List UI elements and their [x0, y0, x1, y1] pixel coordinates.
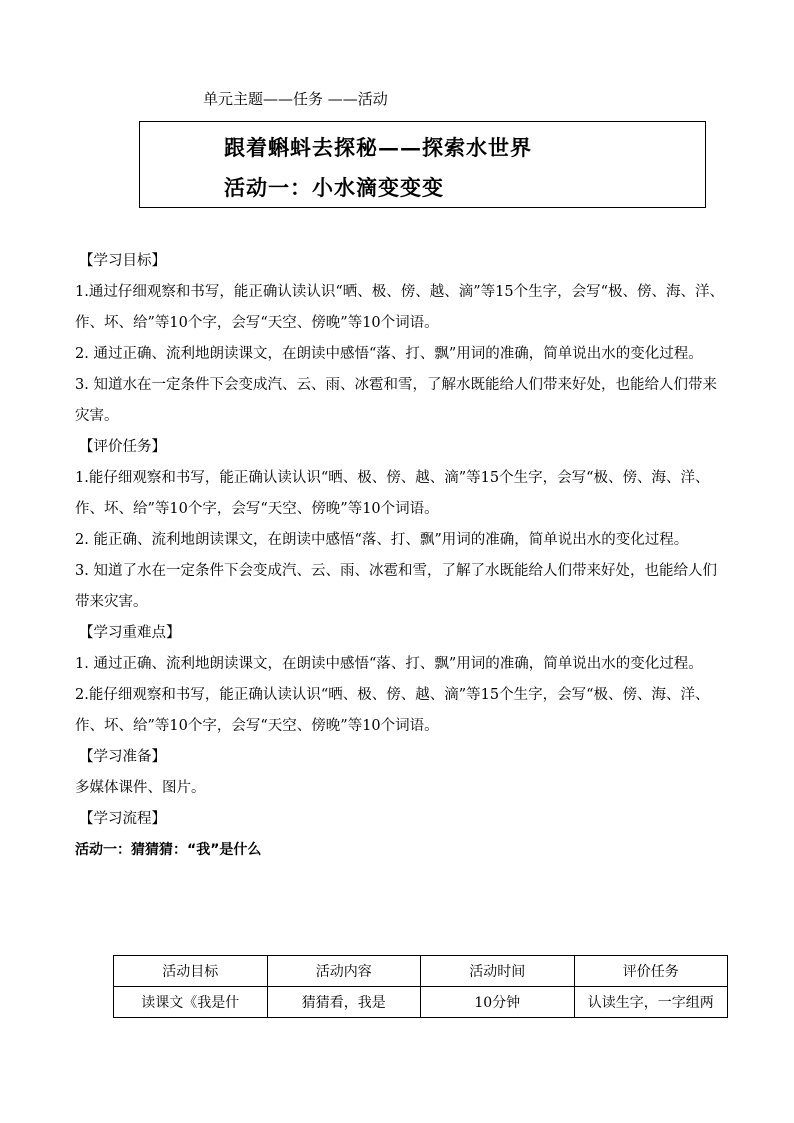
table-header-cell: 评价任务 [574, 956, 728, 987]
table-cell: 读课文《我是什 [114, 987, 268, 1018]
section-heading-evaluation: 【评价任务】 [79, 439, 166, 455]
goal-item-1: 1.通过仔细观察和书写，能正确认读认识“晒、极、傍、越、滴”等15个生字，会写“极、傍、海、洋、作、坏、给”等10个字，会写“天空、傍晚”等10个词语。 [75, 284, 725, 331]
section-heading-process: 【学习流程】 [79, 811, 166, 827]
unit-header: 单元主题——任务 ——活动 [203, 90, 388, 108]
activity-one-heading: 活动一：猜猜猜：“我”是什么 [75, 842, 262, 858]
evaluation-item-3: 3. 知道了水在一定条件下会变成汽、云、雨、冰雹和雪，了解了水既能给人们带来好处，也能给人们带来灾害。 [75, 563, 717, 610]
section-heading-preparation: 【学习准备】 [79, 749, 166, 765]
evaluation-item-2: 2. 能正确、流利地朗读课文，在朗读中感悟“落、打、飘”用词的准确，简单说出水的变化过程。 [75, 532, 689, 548]
preparation-text: 多媒体课件、图片。 [75, 780, 206, 796]
evaluation-item-1: 1.能仔细观察和书写，能正确认读认识“晒、极、傍、越、滴”等15个生字，会写“极、傍、海、洋、作、坏、给”等10个字，会写“天空、傍晚”等10个词语。 [75, 470, 710, 517]
activity-table [113, 955, 728, 1018]
section-heading-key-points: 【学习重难点】 [79, 625, 181, 641]
lesson-title: 跟着蝌蚪去探秘——探索水世界 [224, 135, 532, 160]
section-heading-goals: 【学习目标】 [79, 253, 166, 269]
table-header-cell: 活动目标 [114, 956, 268, 987]
table-cell: 10分钟 [421, 987, 575, 1018]
table-cell: 猜猜看，我是 [267, 987, 421, 1018]
table-row [114, 987, 728, 1018]
activity-title: 活动一：小水滴变变变 [224, 175, 444, 200]
table-header-cell: 活动内容 [267, 956, 421, 987]
table-cell: 认读生字，一字组两 [574, 987, 728, 1018]
goal-item-2: 2. 通过正确、流利地朗读课文，在朗读中感悟“落、打、飘”用词的准确，简单说出水的变化过程。 [75, 346, 703, 362]
key-point-item-2: 2.能仔细观察和书写，能正确认读认识“晒、极、傍、越、滴”等15个生字，会写“极、傍、海、洋、作、坏、给”等10个字，会写“天空、傍晚”等10个词语。 [75, 687, 710, 734]
key-point-item-1: 1. 通过正确、流利地朗读课文，在朗读中感悟“落、打、飘”用词的准确，简单说出水的变化过程。 [75, 656, 703, 672]
table-header-row [114, 956, 728, 987]
document-body [75, 246, 725, 866]
goal-item-3: 3. 知道水在一定条件下会变成汽、云、雨、冰雹和雪，了解水既能给人们带来好处，也能给人们带来灾害。 [75, 377, 717, 424]
title-box [139, 121, 706, 208]
table-header-cell: 活动时间 [421, 956, 575, 987]
